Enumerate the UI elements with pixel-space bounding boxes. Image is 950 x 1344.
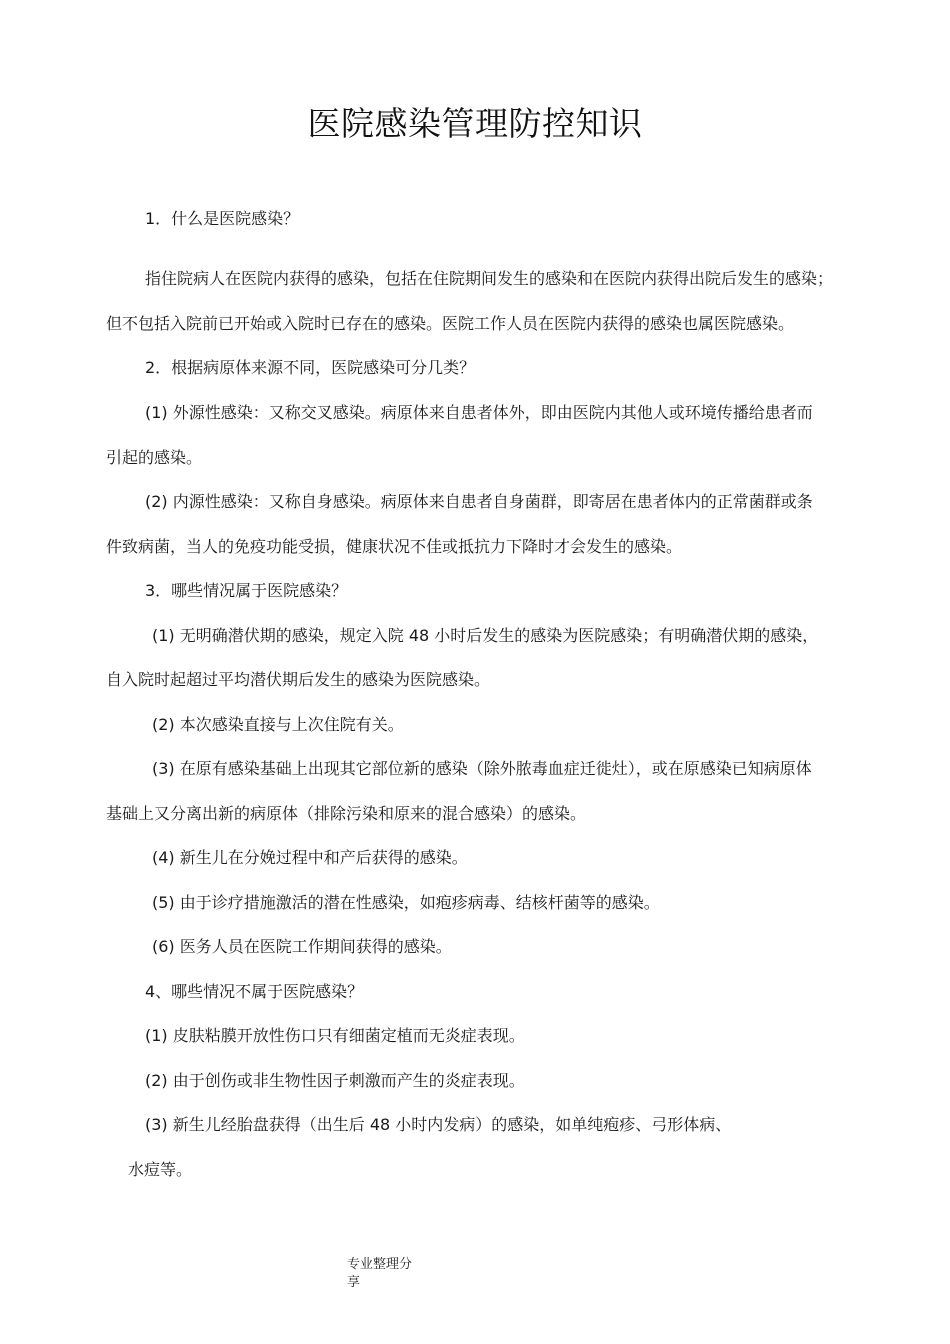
q1-body-line-2: 但不包括入院前已开始或入院时已存在的感染。医院工作人员在医院内获得的感染也属医院感染。 xyxy=(106,314,795,333)
q3-item-5: (5) 由于诊疗措施激活的潜在性感染，如疱疹病毒、结核杆菌等的感染。 xyxy=(152,893,660,912)
q2-item-2-line-1: (2) 内源性感染：又称自身感染。病原体来自患者自身菌群，即寄居在患者体内的正常菌群或条 xyxy=(145,492,813,511)
q2-heading: 2．根据病原体来源不同，医院感染可分几类？ xyxy=(145,358,476,377)
q2-item-1-line-1: (1) 外源性感染：又称交叉感染。病原体来自患者体外，即由医院内其他人或环境传播给患者而 xyxy=(145,403,813,422)
q4-item-2: (2) 由于创伤或非生物性因子刺激而产生的炎症表现。 xyxy=(145,1071,525,1090)
q3-item-4: (4) 新生儿在分娩过程中和产后获得的感染。 xyxy=(152,848,468,867)
footer-line-1: 专业整理分 xyxy=(347,1257,413,1272)
q2-item-1-line-2: 引起的感染。 xyxy=(106,448,203,467)
q3-item-2: (2) 本次感染直接与上次住院有关。 xyxy=(152,715,404,734)
page-title: 医院感染管理防控知识 xyxy=(307,104,643,143)
page-footer xyxy=(347,1256,412,1292)
q3-item-1-line-1: (1) 无明确潜伏期的感染，规定入院 48 小时后发生的感染为医院感染；有明确潜伏期的感染， xyxy=(152,626,819,645)
q3-heading: 3．哪些情况属于医院感染？ xyxy=(145,581,348,600)
q1-heading: 1．什么是医院感染？ xyxy=(145,209,300,228)
footer-line-2: 享 xyxy=(347,1275,361,1290)
q4-heading: 4、哪些情况不属于医院感染？ xyxy=(145,982,364,1001)
q2-item-2-line-2: 件致病菌，当人的免疫功能受损，健康状况不佳或抵抗力下降时才会发生的感染。 xyxy=(106,537,683,556)
q3-item-3-line-2: 基础上又分离出新的病原体（排除污染和原来的混合感染）的感染。 xyxy=(106,804,587,823)
q4-item-1: (1) 皮肤粘膜开放性伤口只有细菌定植而无炎症表现。 xyxy=(145,1026,525,1045)
q1-body-line-1: 指住院病人在医院内获得的感染，包括在住院期间发生的感染和在医院内获得出院后发生的感染； xyxy=(145,269,834,288)
q3-item-6: (6) 医务人员在医院工作期间获得的感染。 xyxy=(152,937,452,956)
q4-item-3-line-2: 水痘等。 xyxy=(128,1160,193,1179)
q4-item-3-line-1: (3) 新生儿经胎盘获得（出生后 48 小时内发病）的感染，如单纯疱疹、弓形体病、 xyxy=(145,1115,732,1134)
q3-item-3-line-1: (3) 在原有感染基础上出现其它部位新的感染（除外脓毒血症迁徙灶），或在原感染已知病原体 xyxy=(152,759,812,778)
q3-item-1-line-2: 自入院时起超过平均潜伏期后发生的感染为医院感染。 xyxy=(106,670,491,689)
